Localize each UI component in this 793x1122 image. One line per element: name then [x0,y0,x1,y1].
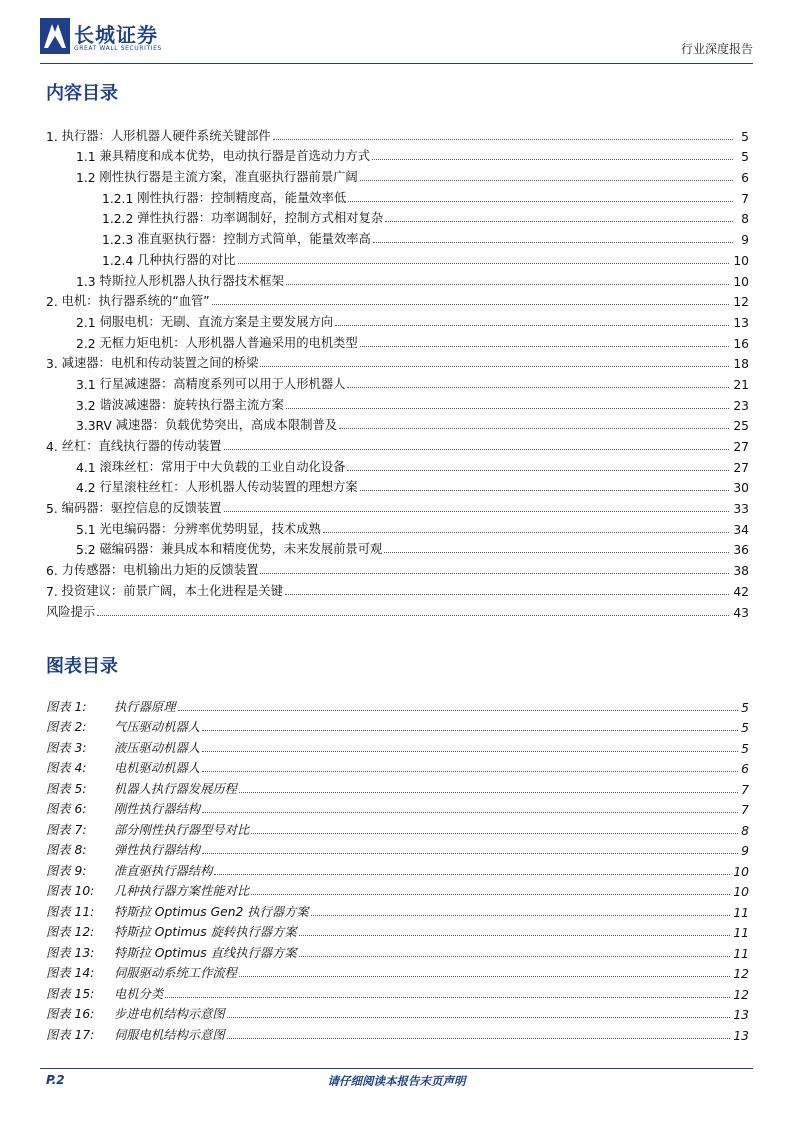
brand-name-en: GREAT WALL SECURITIES [74,45,162,52]
figure-entry-page: 5 [741,700,749,715]
toc-heading: 内容目录 [46,83,118,104]
toc-entry[interactable] [46,537,749,558]
figure-entry-title: 伺服电机结构示意图 [114,1027,225,1042]
dot-leader [385,221,733,222]
dot-leader [251,894,730,895]
toc-entry[interactable] [46,495,749,516]
dot-leader [299,935,731,936]
dot-leader [339,428,729,429]
toc-entry-number: 1.2.1 [102,191,138,206]
figure-entry-title: 特斯拉 Optimus 旋转执行器方案 [114,925,297,939]
toc-entry-number: 5.2 [76,543,100,558]
toc-entry-title: 准直驱执行器：控制方式简单，能量效率高 [137,232,371,247]
toc-entry-title: 刚性执行器：控制精度高，能量效率低 [137,190,347,205]
toc-entry-number: 1.2.2 [102,212,138,227]
dot-leader [239,792,738,793]
dot-leader [286,284,729,285]
toc-entry-page: 5 [741,129,749,144]
toc-entry-title: 减速器：电机和传动装置之间的桥梁 [61,356,259,371]
toc-entry-page: 10 [733,253,749,268]
toc-entry-title: 兼具精度和成本优势，电动执行器是首选动力方式 [99,149,371,164]
toc-entry-page: 38 [733,564,749,579]
toc-entry-number: 3.3RV [76,419,116,434]
dot-leader [202,751,738,752]
figure-entry-title: 几种执行器方案性能对比 [114,884,250,898]
toc-entry-title: 特斯拉人形机器人执行器技术框架 [99,273,284,288]
figure-entry-page: 13 [733,1008,749,1022]
toc-entry[interactable] [46,268,749,289]
figure-entry[interactable] [46,797,749,818]
toc-entry-number: 1.3 [76,274,100,289]
toc-entry[interactable] [46,330,749,351]
toc-entry-title: 刚性执行器是主流方案，准直驱执行器前景广阔 [99,170,358,185]
figure-entry-page: 7 [741,803,749,817]
figure-entry[interactable] [46,961,749,982]
toc-entry-number: 5.1 [76,522,100,537]
figure-entry[interactable] [46,899,749,920]
figure-entry[interactable] [46,920,749,941]
dot-leader [97,615,729,616]
toc-entry-number: 2.2 [76,336,100,351]
company-logo [40,18,180,58]
toc-entry-number: 5. [46,502,62,517]
dot-leader [251,833,738,834]
dot-leader [238,263,730,264]
figure-entry[interactable] [46,694,749,715]
toc-entry-number: 3. [46,357,62,372]
toc-entry-title: 几种执行器的对比 [137,252,236,267]
toc-entry-page: 43 [733,605,749,620]
toc-entry-page: 6 [741,171,749,186]
dot-leader [227,1038,731,1039]
figure-list-heading: 图表目录 [46,656,118,677]
toc-entry-title: 行星减速器：高精度系列可以用于人形机器人 [99,376,346,391]
toc-entry-number: 3.1 [76,377,100,392]
toc-entry[interactable] [46,164,749,185]
brand-name-cn: 长城证券 [74,23,158,47]
toc-entry-title: 行星滚柱丝杠：人形机器人传动装置的理想方案 [99,480,358,495]
toc-entry-number: 1.1 [76,150,100,165]
great-wall-logo-icon [40,18,70,54]
figure-entry-page: 11 [733,905,749,920]
figure-entry[interactable] [46,776,749,797]
toc-entry-number: 1. [46,129,62,144]
figure-entry[interactable] [46,879,749,900]
figure-entry-label: 图表 1: [46,699,87,714]
toc-entry[interactable] [46,226,749,247]
dot-leader [347,387,729,388]
report-type: 行业深度报告 [680,42,753,56]
figure-list [46,694,749,1043]
dot-leader [260,366,729,367]
dot-leader [348,201,733,202]
toc-entry-page: 30 [733,481,749,496]
toc-entry-number: 6. [46,564,62,579]
dot-leader [285,594,729,595]
toc-entry-page: 16 [733,336,749,351]
toc-entry[interactable] [46,144,749,165]
figure-entry[interactable] [46,1022,749,1043]
toc-entry-page: 33 [733,502,749,517]
toc-entry-title: 弹性执行器：功率调制好，控制方式相对复杂 [137,211,384,226]
dot-leader [224,511,730,512]
figure-entry-label: 图表 11: [46,904,95,919]
figure-entry-page: 7 [741,782,749,797]
toc-entry-page: 23 [733,398,749,413]
toc-entry-page: 12 [733,295,749,310]
page-number: P.2 [46,1073,65,1087]
toc-entry[interactable] [46,206,749,227]
toc-entry-page: 36 [733,543,749,558]
figure-entry[interactable] [46,756,749,777]
figure-entry-page: 8 [741,823,749,838]
dot-leader [202,853,738,854]
dot-leader [260,573,729,574]
toc-entry-number: 4. [46,440,62,454]
toc-entry-title: 投资建议：前景广阔，本土化进程是关键 [61,583,284,598]
figure-entry-label: 图表 10: [46,884,95,898]
figure-entry-page: 12 [733,967,749,981]
toc-entry-title: 滚珠丝杠：常用于中大负载的工业自动化设备 [99,459,346,474]
footer-disclaimer: 请仔细阅读本报告末页声明 [327,1074,466,1088]
toc-entry-page: 27 [733,440,749,454]
toc-entry[interactable] [46,351,749,372]
figure-entry-page: 10 [733,885,749,899]
toc-entry-page: 34 [733,522,749,537]
figure-entry-title: 刚性执行器结构 [114,802,201,816]
dot-leader [178,710,739,711]
toc-entry[interactable] [46,475,749,496]
figure-entry-label: 图表 3: [46,740,87,755]
dot-leader [202,812,738,813]
figure-entry[interactable] [46,735,749,756]
toc-entry-number: 1.2 [76,171,100,186]
figure-entry-label: 图表 7: [46,822,87,837]
figure-entry-title: 特斯拉 Optimus Gen2 执行器方案 [114,904,309,919]
figure-entry-title: 步进电机结构示意图 [114,1007,225,1021]
figure-entry-label: 图表 12: [46,925,95,939]
toc-entry[interactable] [46,185,749,206]
toc-entry-title: 执行器：人形机器人硬件系统关键部件 [61,128,271,143]
figure-entry[interactable] [46,838,749,859]
toc-entry-title: 丝杠：直线执行器的传动装置 [61,439,222,453]
figure-entry-label: 图表 14: [46,966,95,980]
dot-leader [360,490,730,491]
figure-entry-label: 图表 5: [46,781,87,796]
dot-leader [360,180,733,181]
dot-leader [224,449,730,450]
dot-leader [273,139,733,140]
figure-entry-label: 图表 9: [46,863,87,878]
toc-entry-page: 13 [733,315,749,330]
figure-entry-page: 5 [741,721,749,735]
toc-entry-page: 18 [733,357,749,372]
dot-leader [360,346,730,347]
dot-leader [335,325,729,326]
toc-entry-page: 10 [733,274,749,289]
figure-entry-title: 电机分类 [114,986,164,1001]
toc-entry-title: 无框力矩电机：人形机器人普遍采用的电机类型 [99,335,358,350]
toc-entry-page: 7 [741,191,749,206]
toc-entry[interactable] [46,599,749,620]
dot-leader [214,874,730,875]
dot-leader [202,730,738,731]
dot-leader [227,1017,731,1018]
toc-entry[interactable] [46,413,749,434]
figure-entry-label: 图表 4: [46,761,87,775]
dot-leader [373,242,733,243]
dot-leader [384,552,729,553]
toc-entry-page: 27 [733,460,749,475]
figure-entry-title: 执行器原理 [114,699,176,714]
figure-entry[interactable] [46,715,749,736]
toc-entry-page: 5 [741,150,749,165]
toc-entry-page: 25 [733,419,749,434]
toc-entry-title: 磁编码器：兼具成本和精度优势，未来发展前景可观 [99,542,383,557]
toc-entry-number: 1.2.4 [102,253,138,268]
toc-entry-page: 8 [741,212,749,227]
dot-leader [212,304,730,305]
toc-entry-number: 1.2.3 [102,233,138,248]
dot-leader [323,532,730,533]
dot-leader [202,771,738,772]
toc-entry[interactable] [46,433,749,454]
toc-entry-title: 伺服电机：无刷、直流方案是主要发展方向 [99,314,334,329]
toc-entry-number: 4.2 [76,481,100,496]
figure-entry[interactable] [46,940,749,961]
toc-entry-page: 42 [733,584,749,599]
figure-entry-title: 电机驱动机器人 [114,761,201,775]
figure-entry-title: 弹性执行器结构 [114,843,201,857]
figure-entry-label: 图表 8: [46,843,87,857]
figure-entry-page: 5 [741,741,749,756]
toc-entry[interactable] [46,123,749,144]
toc-entry[interactable] [46,392,749,413]
footer-divider [40,1068,753,1069]
figure-entry-page: 6 [741,762,749,776]
toc-entry-title: 风险提示 [46,604,96,619]
toc-entry[interactable] [46,371,749,392]
toc-entry-page: 21 [733,377,749,392]
toc-entry-title: 力传感器：电机输出力矩的反馈装置 [61,563,259,578]
toc-entry-page: 9 [741,233,749,248]
toc-entry-number: 4.1 [76,460,100,475]
figure-entry-label: 图表 2: [46,720,87,734]
toc-entry[interactable] [46,516,749,537]
toc-entry[interactable] [46,289,749,310]
figure-entry-title: 准直驱执行器结构 [114,863,213,878]
dot-leader [165,997,730,998]
toc-entry-number: 3.2 [76,398,100,413]
dot-leader [286,408,729,409]
figure-entry-page: 12 [733,987,749,1002]
toc-entry[interactable] [46,557,749,578]
dot-leader [347,470,729,471]
figure-entry-title: 特斯拉 Optimus 直线执行器方案 [114,945,297,960]
header-divider [40,63,753,64]
toc-entry[interactable] [46,578,749,599]
toc-entry-title: 谐波减速器：旋转执行器主流方案 [99,397,284,412]
figure-entry[interactable] [46,981,749,1002]
figure-entry-page: 11 [733,926,749,940]
figure-entry-label: 图表 15: [46,986,95,1001]
figure-entry[interactable] [46,817,749,838]
page-header [40,18,753,64]
toc-entry-title: 光电编码器：分辨率优势明显，技术成熟 [99,521,321,536]
figure-entry-title: 液压驱动机器人 [114,740,201,755]
toc-entry-title: 电机：执行器系统的“血管” [61,294,210,309]
figure-entry-label: 图表 6: [46,802,87,816]
figure-entry-title: 机器人执行器发展历程 [114,781,237,796]
figure-entry[interactable] [46,1002,749,1023]
figure-entry-label: 图表 16: [46,1007,95,1021]
figure-entry[interactable] [46,858,749,879]
toc-entry[interactable] [46,309,749,330]
figure-entry-title: 部分刚性执行器型号对比 [114,822,250,837]
toc-entry-title: 编码器：驱控信息的反馈装置 [61,501,222,516]
dot-leader [239,976,730,977]
dot-leader [311,915,731,916]
figure-entry-page: 11 [733,946,749,961]
dot-leader [372,159,733,160]
toc-entry[interactable] [46,247,749,268]
table-of-contents [46,123,749,620]
dot-leader [299,956,731,957]
figure-entry-label: 图表 17: [46,1027,95,1042]
toc-entry[interactable] [46,454,749,475]
toc-entry-title: 减速器：负载优势突出，高成本限制普及 [115,418,338,433]
toc-entry-number: 2. [46,295,62,310]
figure-entry-page: 13 [733,1028,749,1043]
figure-entry-title: 气压驱动机器人 [114,720,201,734]
figure-entry-page: 10 [733,864,749,879]
toc-entry-number: 2.1 [76,315,100,330]
toc-entry-number: 7. [46,584,62,599]
figure-entry-title: 伺服驱动系统工作流程 [114,966,237,980]
figure-entry-page: 9 [741,844,749,858]
figure-entry-label: 图表 13: [46,945,95,960]
